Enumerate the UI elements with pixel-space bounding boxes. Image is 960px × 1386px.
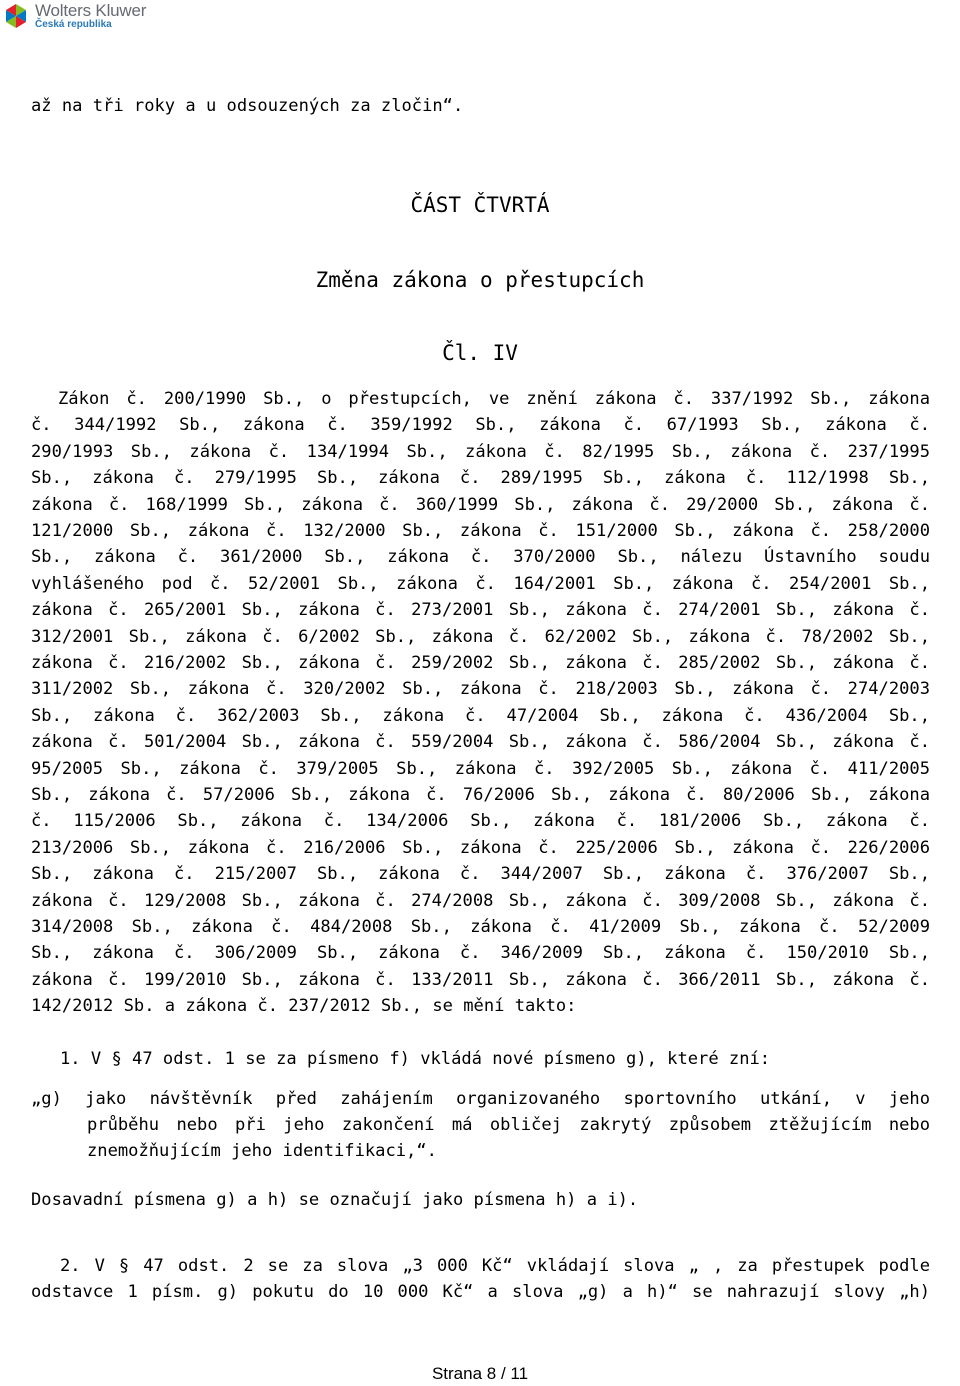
part-subtitle: Změna zákona o přestupcích bbox=[315, 268, 645, 292]
paragraph-line: Sb., zákona č. 362/2003 Sb., zákona č. 47/2004 Sb., zákona č. 436/2004 Sb., bbox=[31, 705, 930, 726]
logo-subtitle: Česká republika bbox=[35, 19, 112, 30]
article-number: Čl. IV bbox=[442, 341, 518, 365]
paragraph-last-line: 142/2012 Sb. a zákona č. 237/2012 Sb., se mění takto: bbox=[31, 996, 577, 1016]
paragraph-line: Sb., zákona č. 215/2007 Sb., zákona č. 344/2007 Sb., zákona č. 376/2007 Sb., bbox=[31, 864, 930, 885]
paragraph-line: 121/2000 Sb., zákona č. 132/2000 Sb., zákona č. 151/2000 Sb., zákona č. 258/2000 bbox=[31, 521, 930, 541]
paragraph-line: 314/2008 Sb., zákona č. 484/2008 Sb., zákona č. 41/2009 Sb., zákona č. 52/2009 bbox=[31, 917, 930, 937]
paragraph-line: zákona č. 501/2004 Sb., zákona č. 559/2004 Sb., zákona č. 586/2004 Sb., zákona č. bbox=[31, 732, 930, 753]
quote-line: průběhu nebo při jeho zakončení má obličej zakrytý způsobem ztěžujícím nebo bbox=[87, 1115, 930, 1135]
paragraph-line: vyhlášeného pod č. 52/2001 Sb., zákona č. 164/2001 Sb., zákona č. 254/2001 Sb., bbox=[31, 573, 930, 594]
paragraph-line: 95/2005 Sb., zákona č. 379/2005 Sb., zákona č. 392/2005 Sb., zákona č. 411/2005 bbox=[31, 758, 930, 779]
paragraph-line: 311/2002 Sb., zákona č. 320/2002 Sb., zákona č. 218/2003 Sb., zákona č. 274/2003 bbox=[31, 679, 930, 700]
wolters-kluwer-logo-icon bbox=[2, 2, 30, 30]
point-1: 1. V § 47 odst. 1 se za písmeno f) vkládá nové písmeno g), které zní: bbox=[60, 1049, 771, 1069]
paragraph-line: č. 115/2006 Sb., zákona č. 134/2006 Sb., zákona č. 181/2006 Sb., zákona č. bbox=[31, 811, 930, 832]
intro-line: až na tři roky a u odsouzených za zločin“. bbox=[31, 96, 464, 116]
publisher-logo bbox=[2, 2, 146, 30]
paragraph-line: Zákon č. 200/1990 Sb., o přestupcích, ve znění zákona č. 337/1992 Sb., zákona bbox=[58, 389, 930, 409]
quote-line: „g) jako návštěvník před zahájením organizovaného sportovního utkání, v jeho bbox=[31, 1089, 930, 1109]
point-2-line-2: odstavce 1 písm. g) pokutu do 10 000 Kč“ a slova „g) a h)“ se nahrazují slovy „h) bbox=[31, 1282, 930, 1302]
paragraph-line: zákona č. 265/2001 Sb., zákona č. 273/2001 Sb., zákona č. 274/2001 Sb., zákona č. bbox=[31, 600, 930, 621]
paragraph-line: č. 344/1992 Sb., zákona č. 359/1992 Sb., zákona č. 67/1993 Sb., zákona č. bbox=[31, 415, 930, 436]
paragraph-line: zákona č. 216/2002 Sb., zákona č. 259/2002 Sb., zákona č. 285/2002 Sb., zákona č. bbox=[31, 653, 930, 673]
point-2-line-1: 2. V § 47 odst. 2 se za slova „3 000 Kč“ vkládají slova „ , za přestupek podle bbox=[60, 1256, 930, 1276]
paragraph-line: 290/1993 Sb., zákona č. 134/1994 Sb., zákona č. 82/1995 Sb., zákona č. 237/1995 bbox=[31, 441, 930, 462]
paragraph-line: Sb., zákona č. 57/2006 Sb., zákona č. 76/2006 Sb., zákona č. 80/2006 Sb., zákona bbox=[31, 785, 930, 805]
paragraph-line: Sb., zákona č. 279/1995 Sb., zákona č. 289/1995 Sb., zákona č. 112/1998 Sb., bbox=[31, 468, 930, 489]
rename-line: Dosavadní písmena g) a h) se označují jako písmena h) a i). bbox=[31, 1190, 639, 1210]
part-title: ČÁST ČTVRTÁ bbox=[410, 193, 550, 217]
quote-last-line: znemožňujícím jeho identifikaci,“. bbox=[87, 1141, 437, 1161]
paragraph-line: 213/2006 Sb., zákona č. 216/2006 Sb., zákona č. 225/2006 Sb., zákona č. 226/2006 bbox=[31, 837, 930, 858]
paragraph-line: zákona č. 129/2008 Sb., zákona č. 274/2008 Sb., zákona č. 309/2008 Sb., zákona č. bbox=[31, 890, 930, 911]
paragraph-line: Sb., zákona č. 361/2000 Sb., zákona č. 370/2000 Sb., nálezu Ústavního soudu bbox=[31, 547, 930, 568]
paragraph-line: Sb., zákona č. 306/2009 Sb., zákona č. 346/2009 Sb., zákona č. 150/2010 Sb., bbox=[31, 943, 930, 964]
paragraph-line: 312/2001 Sb., zákona č. 6/2002 Sb., zákona č. 62/2002 Sb., zákona č. 78/2002 Sb., bbox=[31, 626, 930, 647]
logo-name: Wolters Kluwer bbox=[35, 1, 147, 20]
paragraph-line: zákona č. 168/1999 Sb., zákona č. 360/1999 Sb., zákona č. 29/2000 Sb., zákona č. bbox=[31, 494, 930, 515]
paragraph-line: zákona č. 199/2010 Sb., zákona č. 133/2011 Sb., zákona č. 366/2011 Sb., zákona č. bbox=[31, 969, 930, 990]
page-number: Strana 8 / 11 bbox=[431, 1364, 529, 1383]
